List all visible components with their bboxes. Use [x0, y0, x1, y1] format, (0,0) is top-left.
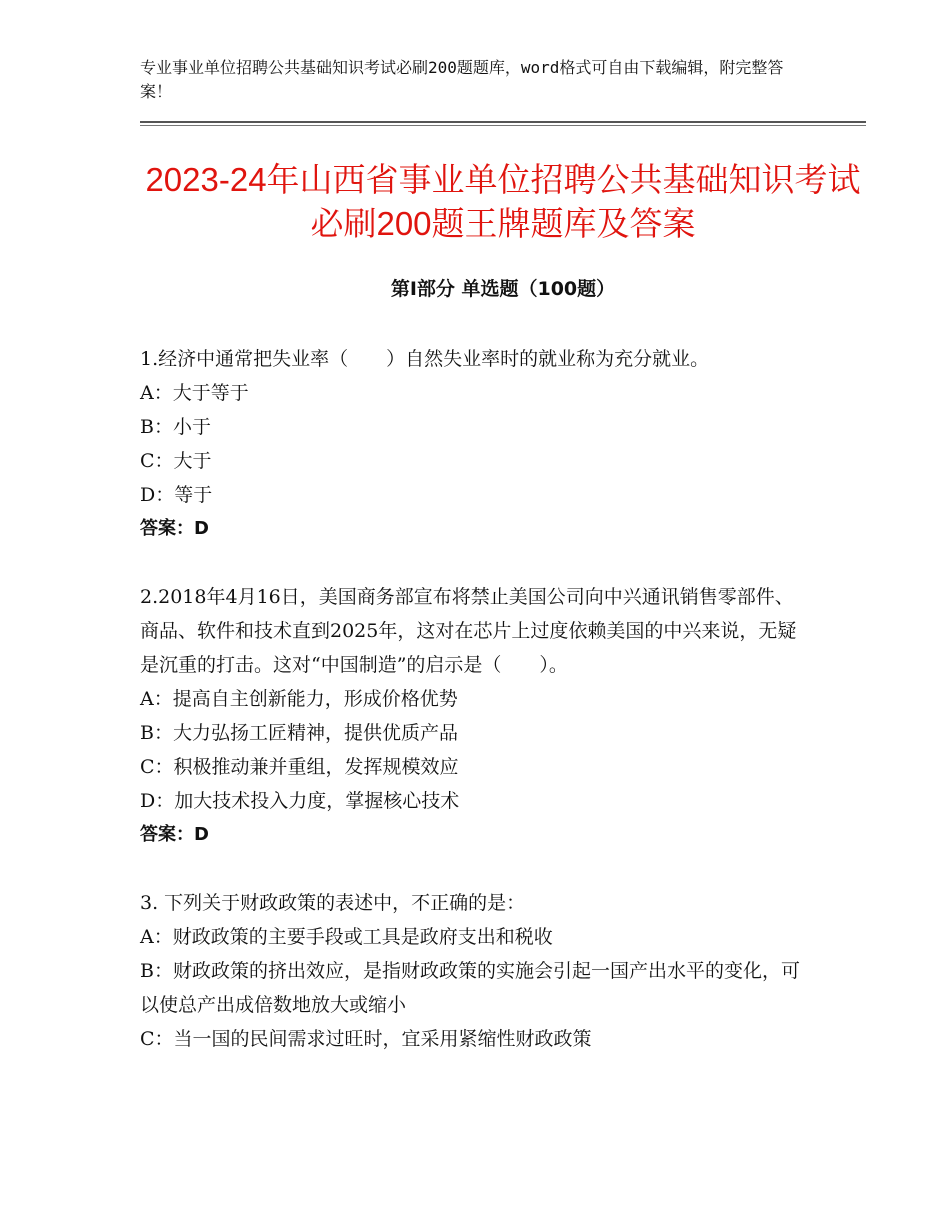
option-c: C：当一国的民间需求过旺时，宜采用紧缩性财政政策	[140, 1028, 592, 1050]
option-c: C：大于	[140, 450, 212, 472]
option-d: D：等于	[140, 484, 213, 506]
header-rule	[140, 121, 866, 123]
option-b: B：财政政策的挤出效应，是指财政政策的实施会引起一国产出水平的变化，可以使总产出成倍数地放大或缩小	[140, 960, 800, 1016]
option-d: D：加大技术投入力度，掌握核心技术	[140, 790, 460, 812]
answer: 答案：D	[140, 518, 209, 539]
question-2	[140, 580, 810, 852]
header-rule-thin	[140, 125, 866, 126]
question-stem: 2.2018年4月16日，美国商务部宣布将禁止美国公司向中兴通讯销售零部件、商品、软件和技术直到2025年，这对在芯片上过度依赖美国的中兴来说，无疑是沉重的打击。这对“中国制造”的启示是（ ）。	[140, 586, 797, 676]
document-title: 2023-24年山西省事业单位招聘公共基础知识考试必刷200题王牌题库及答案	[145, 161, 861, 242]
option-c: C：积极推动兼并重组，发挥规模效应	[140, 756, 459, 778]
header-note: 专业事业单位招聘公共基础知识考试必刷200题题库，word格式可自由下载编辑，附完整答案！	[140, 58, 784, 101]
option-b: B：小于	[140, 416, 211, 438]
option-a: A：提高自主创新能力，形成价格优势	[140, 688, 458, 710]
answer: 答案：D	[140, 824, 209, 845]
section-heading: 第Ⅰ部分 单选题（100题）	[390, 278, 616, 300]
question-list	[140, 342, 810, 1090]
question-stem: 1.经济中通常把失业率（ ）自然失业率时的就业称为充分就业。	[140, 348, 710, 370]
option-a: A：财政政策的主要手段或工具是政府支出和税收	[140, 926, 553, 948]
question-3	[140, 886, 810, 1056]
option-a: A：大于等于	[140, 382, 249, 404]
option-b: B：大力弘扬工匠精神，提供优质产品	[140, 722, 458, 744]
question-stem: 3. 下列关于财政政策的表述中，不正确的是：	[140, 892, 526, 914]
question-1	[140, 342, 810, 546]
